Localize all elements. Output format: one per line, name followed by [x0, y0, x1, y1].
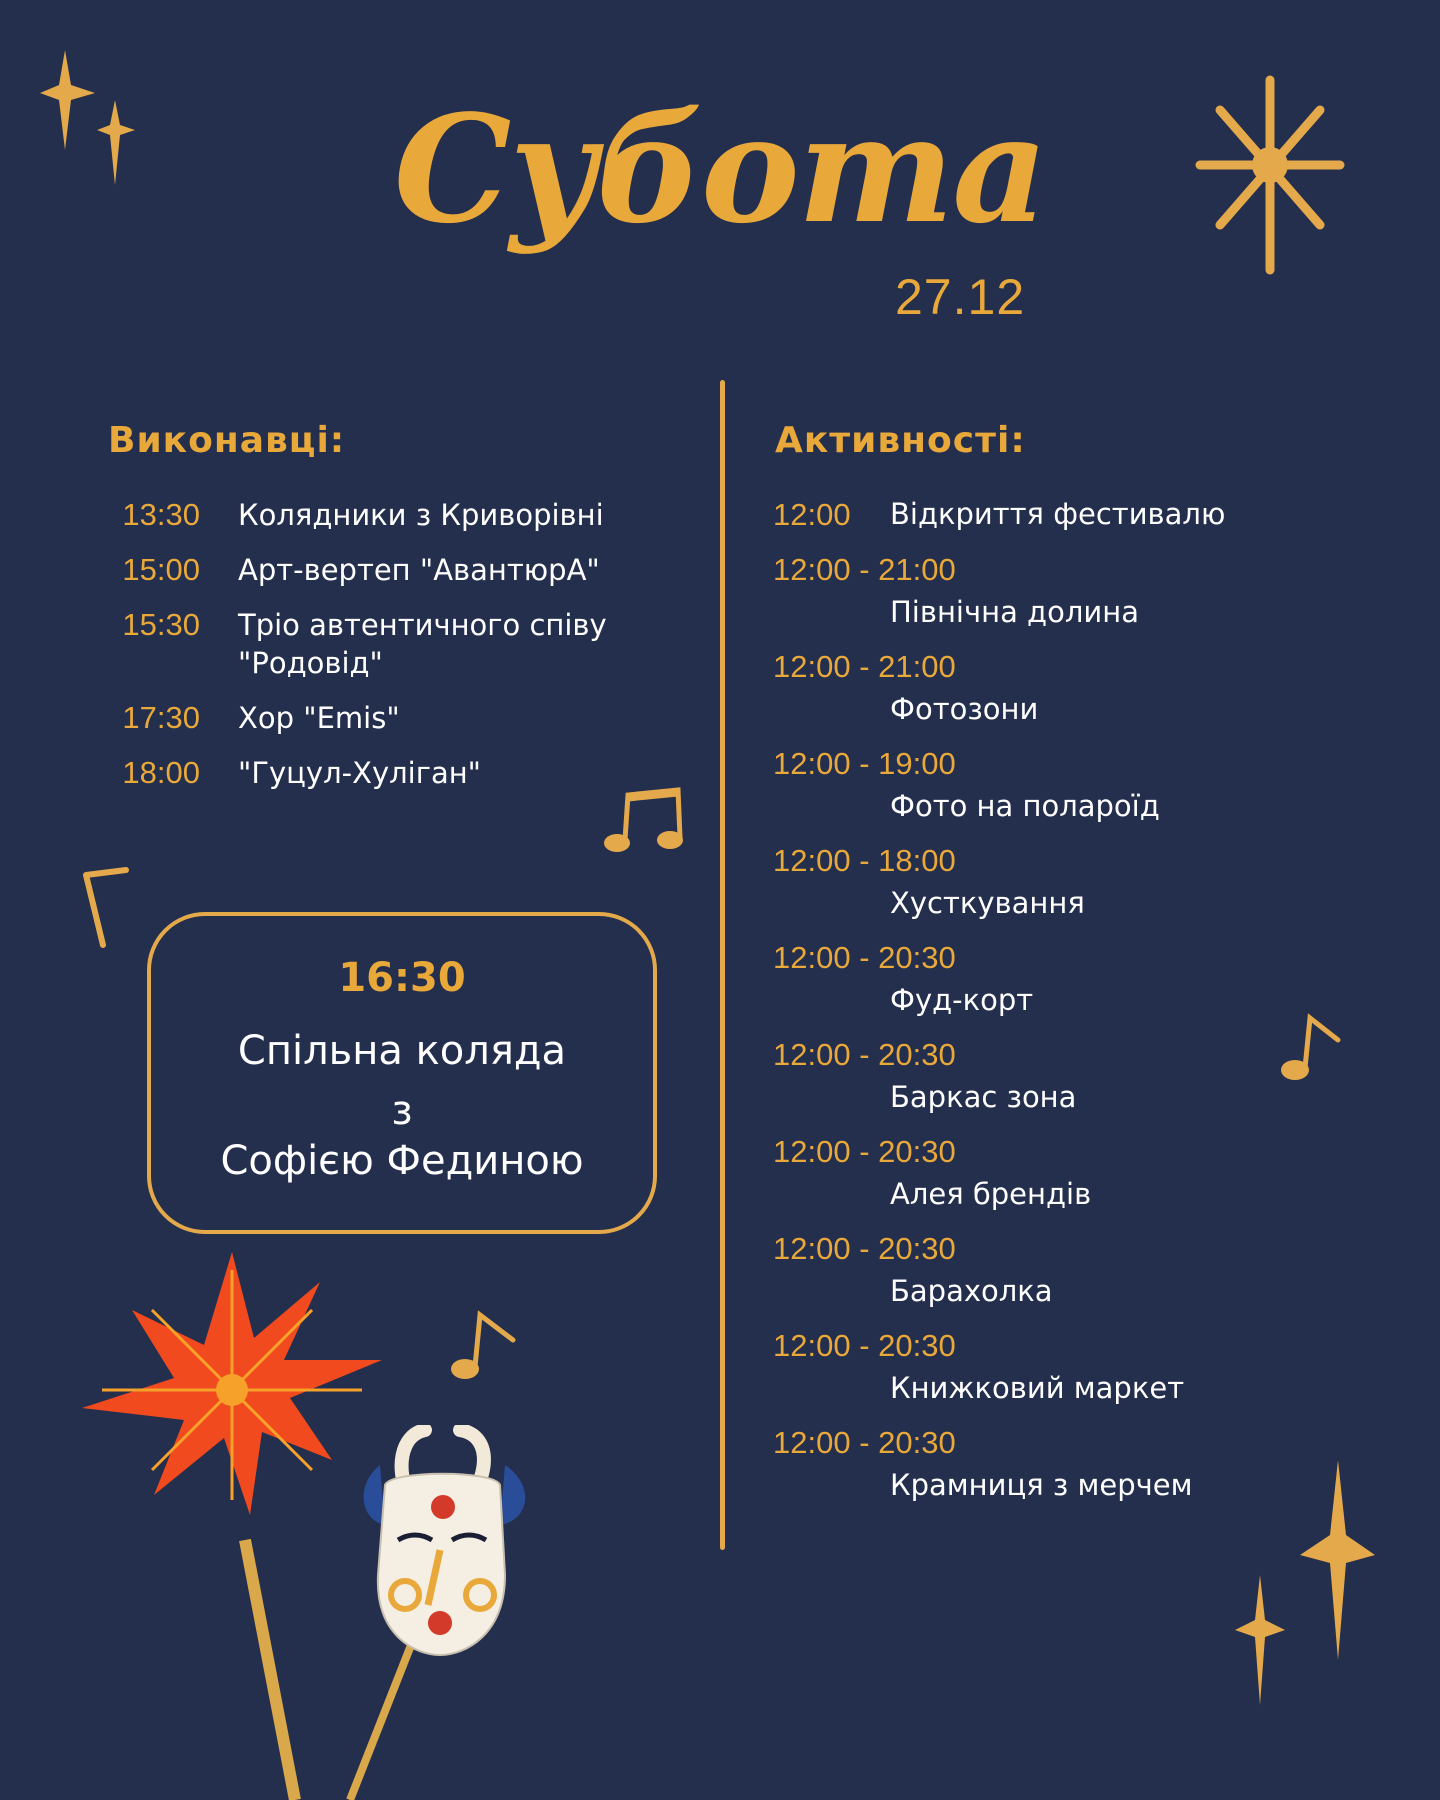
activity-time: 12:00 - 21:00 — [773, 552, 956, 587]
activity-name: Фото на полароїд — [890, 789, 1160, 823]
performer-time: 17:30 — [122, 700, 200, 735]
activity-name: Північна долина — [890, 595, 1139, 629]
performer-time: 15:00 — [122, 552, 200, 587]
page-title: Субота — [393, 82, 1047, 256]
goat-mask-icon — [340, 1425, 550, 1800]
event-date: 27.12 — [895, 269, 1026, 325]
activity-name: Відкриття фестивалю — [890, 497, 1226, 531]
activity-time: 12:00 - 20:30 — [773, 1231, 956, 1266]
column-divider — [720, 380, 725, 1550]
activity-time: 12:00 - 20:30 — [773, 1425, 956, 1460]
activity-name: Хусткування — [890, 886, 1085, 920]
music-note-icon — [78, 865, 133, 950]
activity-name: Барахолка — [890, 1274, 1053, 1308]
activity-time: 12:00 - 21:00 — [773, 649, 956, 684]
performer-name: Тріо автентичного співу "Родовід" — [238, 608, 607, 680]
activity-time: 12:00 - 19:00 — [773, 746, 956, 781]
performer-time: 15:30 — [122, 607, 200, 642]
highlight-line: Спільна коляда — [237, 1028, 567, 1074]
activity-name: Алея брендів — [890, 1177, 1092, 1211]
performer-name: "Гуцул-Хуліган" — [238, 756, 482, 790]
performer-time: 18:00 — [122, 755, 200, 790]
activity-time: 12:00 - 20:30 — [773, 1037, 956, 1072]
activity-time: 12:00 - 20:30 — [773, 1328, 956, 1363]
activity-name: Баркас зона — [890, 1080, 1077, 1114]
activity-name: Книжковий маркет — [890, 1371, 1185, 1405]
performer-name: Колядники з Криворівні — [238, 498, 604, 532]
activity-time: 12:00 - 18:00 — [773, 843, 956, 878]
performers-heading: Виконавці: — [108, 420, 346, 461]
activity-time: 12:00 - 20:30 — [773, 1134, 956, 1169]
performer-name: Хор "Emis" — [238, 701, 400, 735]
music-note-icon — [1270, 1010, 1345, 1085]
activity-time: 12:00 — [773, 497, 851, 532]
highlight-line: з — [391, 1088, 413, 1134]
performer-time: 13:30 — [122, 497, 200, 532]
activity-name: Крамниця з мерчем — [890, 1468, 1193, 1502]
music-note-icon — [600, 785, 690, 860]
music-note-icon — [435, 1305, 525, 1385]
activity-name: Фотозони — [890, 692, 1039, 726]
sparkle-icon — [1220, 1455, 1380, 1715]
highlight-time: 16:30 — [338, 955, 466, 1001]
activity-name: Фуд-корт — [890, 983, 1034, 1017]
activities-heading: Активності: — [775, 420, 1026, 461]
performer-name: Арт-вертеп "АвантюрА" — [238, 553, 600, 587]
activity-time: 12:00 - 20:30 — [773, 940, 956, 975]
highlight-line: Софією Фединою — [220, 1138, 584, 1184]
